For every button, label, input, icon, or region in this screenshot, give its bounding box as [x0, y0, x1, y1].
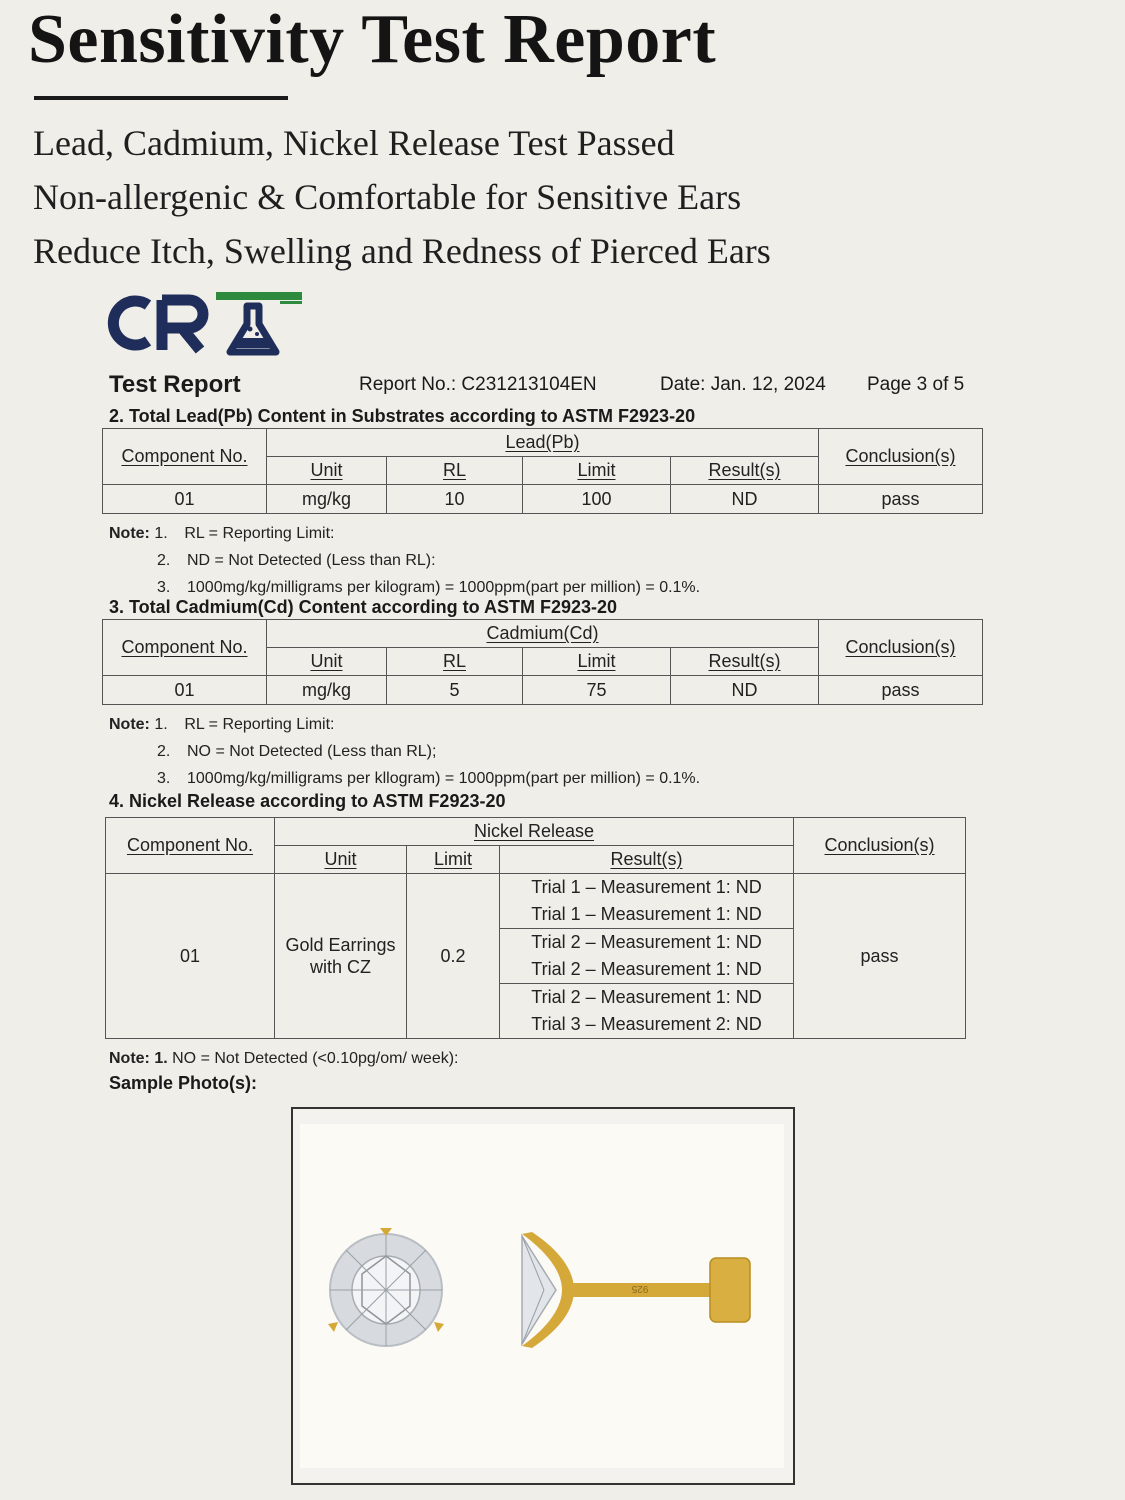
header-result: Result(s): [671, 457, 819, 485]
page-title: Sensitivity Test Report: [28, 1, 717, 78]
header-limit: Limit: [523, 457, 671, 485]
cell-conclusion: pass: [794, 874, 966, 1039]
earring-front-icon: [328, 1228, 444, 1346]
lead-table: [102, 428, 983, 514]
cell-result: ND: [671, 676, 819, 705]
header-result: Result(s): [500, 846, 794, 874]
header-component: Component No.: [103, 429, 267, 485]
claims-list: [33, 116, 771, 278]
table-row: [103, 676, 983, 705]
header-result: Result(s): [671, 648, 819, 676]
section-title-cadmium: 3. Total Cadmium(Cd) Content according to ASTM F2923-20: [109, 597, 618, 617]
header-conclusion: Conclusion(s): [794, 818, 966, 874]
section-title-nickel: 4. Nickel Release according to ASTM F2923-20: [109, 791, 506, 811]
header-rl: RL: [387, 648, 523, 676]
earring-side-icon: [522, 1232, 750, 1348]
header-group: Nickel Release: [275, 818, 794, 846]
page-indicator: Page 3 of 5: [867, 374, 965, 395]
report-number: Report No.: C231213104EN: [359, 374, 597, 395]
cell-result: Trial 2 – Measurement 1: ND Trial 2 – Measurement 1: ND: [500, 929, 794, 984]
cell-limit: 0.2: [407, 874, 500, 1039]
section-title-lead: 2. Total Lead(Pb) Content in Substrates according to ASTM F2923-20: [109, 406, 696, 426]
cell-result: Trial 2 – Measurement 1: ND Trial 3 – Measurement 2: ND: [500, 984, 794, 1039]
header-unit: Unit: [275, 846, 407, 874]
header-limit: Limit: [523, 648, 671, 676]
cell-rl: 10: [387, 485, 523, 514]
header-group: Cadmium(Cd): [267, 620, 819, 648]
cell-unit: Gold Earrings with CZ: [275, 874, 407, 1039]
header-component: Component No.: [106, 818, 275, 874]
title-divider: [34, 96, 288, 100]
cell-component: 01: [103, 676, 267, 705]
header-limit: Limit: [407, 846, 500, 874]
header-rl: RL: [387, 457, 523, 485]
sample-photo: [300, 1124, 784, 1468]
cell-unit: mg/kg: [267, 485, 387, 514]
note-label: Note:: [109, 525, 150, 542]
nickel-table: [105, 817, 966, 1039]
cell-result: Trial 1 – Measurement 1: ND Trial 1 – Measurement 1: ND: [500, 874, 794, 929]
cadmium-table: [102, 619, 983, 705]
claim-item: Lead, Cadmium, Nickel Release Test Passed: [33, 123, 675, 163]
cell-limit: 75: [523, 676, 671, 705]
cell-unit: mg/kg: [267, 676, 387, 705]
stamp-925: 925: [631, 1283, 649, 1294]
cell-conclusion: pass: [819, 676, 983, 705]
header-conclusion: Conclusion(s): [819, 429, 983, 485]
cell-component: 01: [106, 874, 275, 1039]
header-component: Component No.: [103, 620, 267, 676]
cadmium-notes: Note: 1. RL = Reporting Limit: 2. NO = Not Detected (Less than RL); 3. 1000mg/kg/milligrams per kllogram) = 1000ppm(part per million) = 0.1%.: [109, 716, 701, 787]
nickel-note: Note: 1. NO = Not Detected (<0.10pg/om/ week):: [109, 1050, 459, 1067]
sample-photo-title: Sample Photo(s):: [109, 1073, 258, 1093]
claim-item: Non-allergenic & Comfortable for Sensitive Ears: [33, 177, 742, 217]
report-title: Test Report: [109, 371, 241, 398]
cell-rl: 5: [387, 676, 523, 705]
crt-logo: [104, 288, 304, 358]
table-row: [106, 874, 966, 929]
cell-result: ND: [671, 485, 819, 514]
header-conclusion: Conclusion(s): [819, 620, 983, 676]
flask-icon: [216, 292, 302, 352]
header-group: Lead(Pb): [267, 429, 819, 457]
table-row: [103, 485, 983, 514]
note-label: Note:: [109, 716, 150, 733]
cell-component: 01: [103, 485, 267, 514]
header-unit: Unit: [267, 648, 387, 676]
lead-notes: Note: 1. RL = Reporting Limit: 2. ND = Not Detected (Less than RL): 3. 1000mg/kg/milligrams per kilogram) = 1000ppm(part per million) = 0.1%.: [109, 525, 701, 596]
claim-item: Reduce Itch, Swelling and Redness of Pierced Ears: [33, 231, 771, 271]
cell-conclusion: pass: [819, 485, 983, 514]
report-date: Date: Jan. 12, 2024: [660, 374, 826, 395]
header-unit: Unit: [267, 457, 387, 485]
cell-limit: 100: [523, 485, 671, 514]
